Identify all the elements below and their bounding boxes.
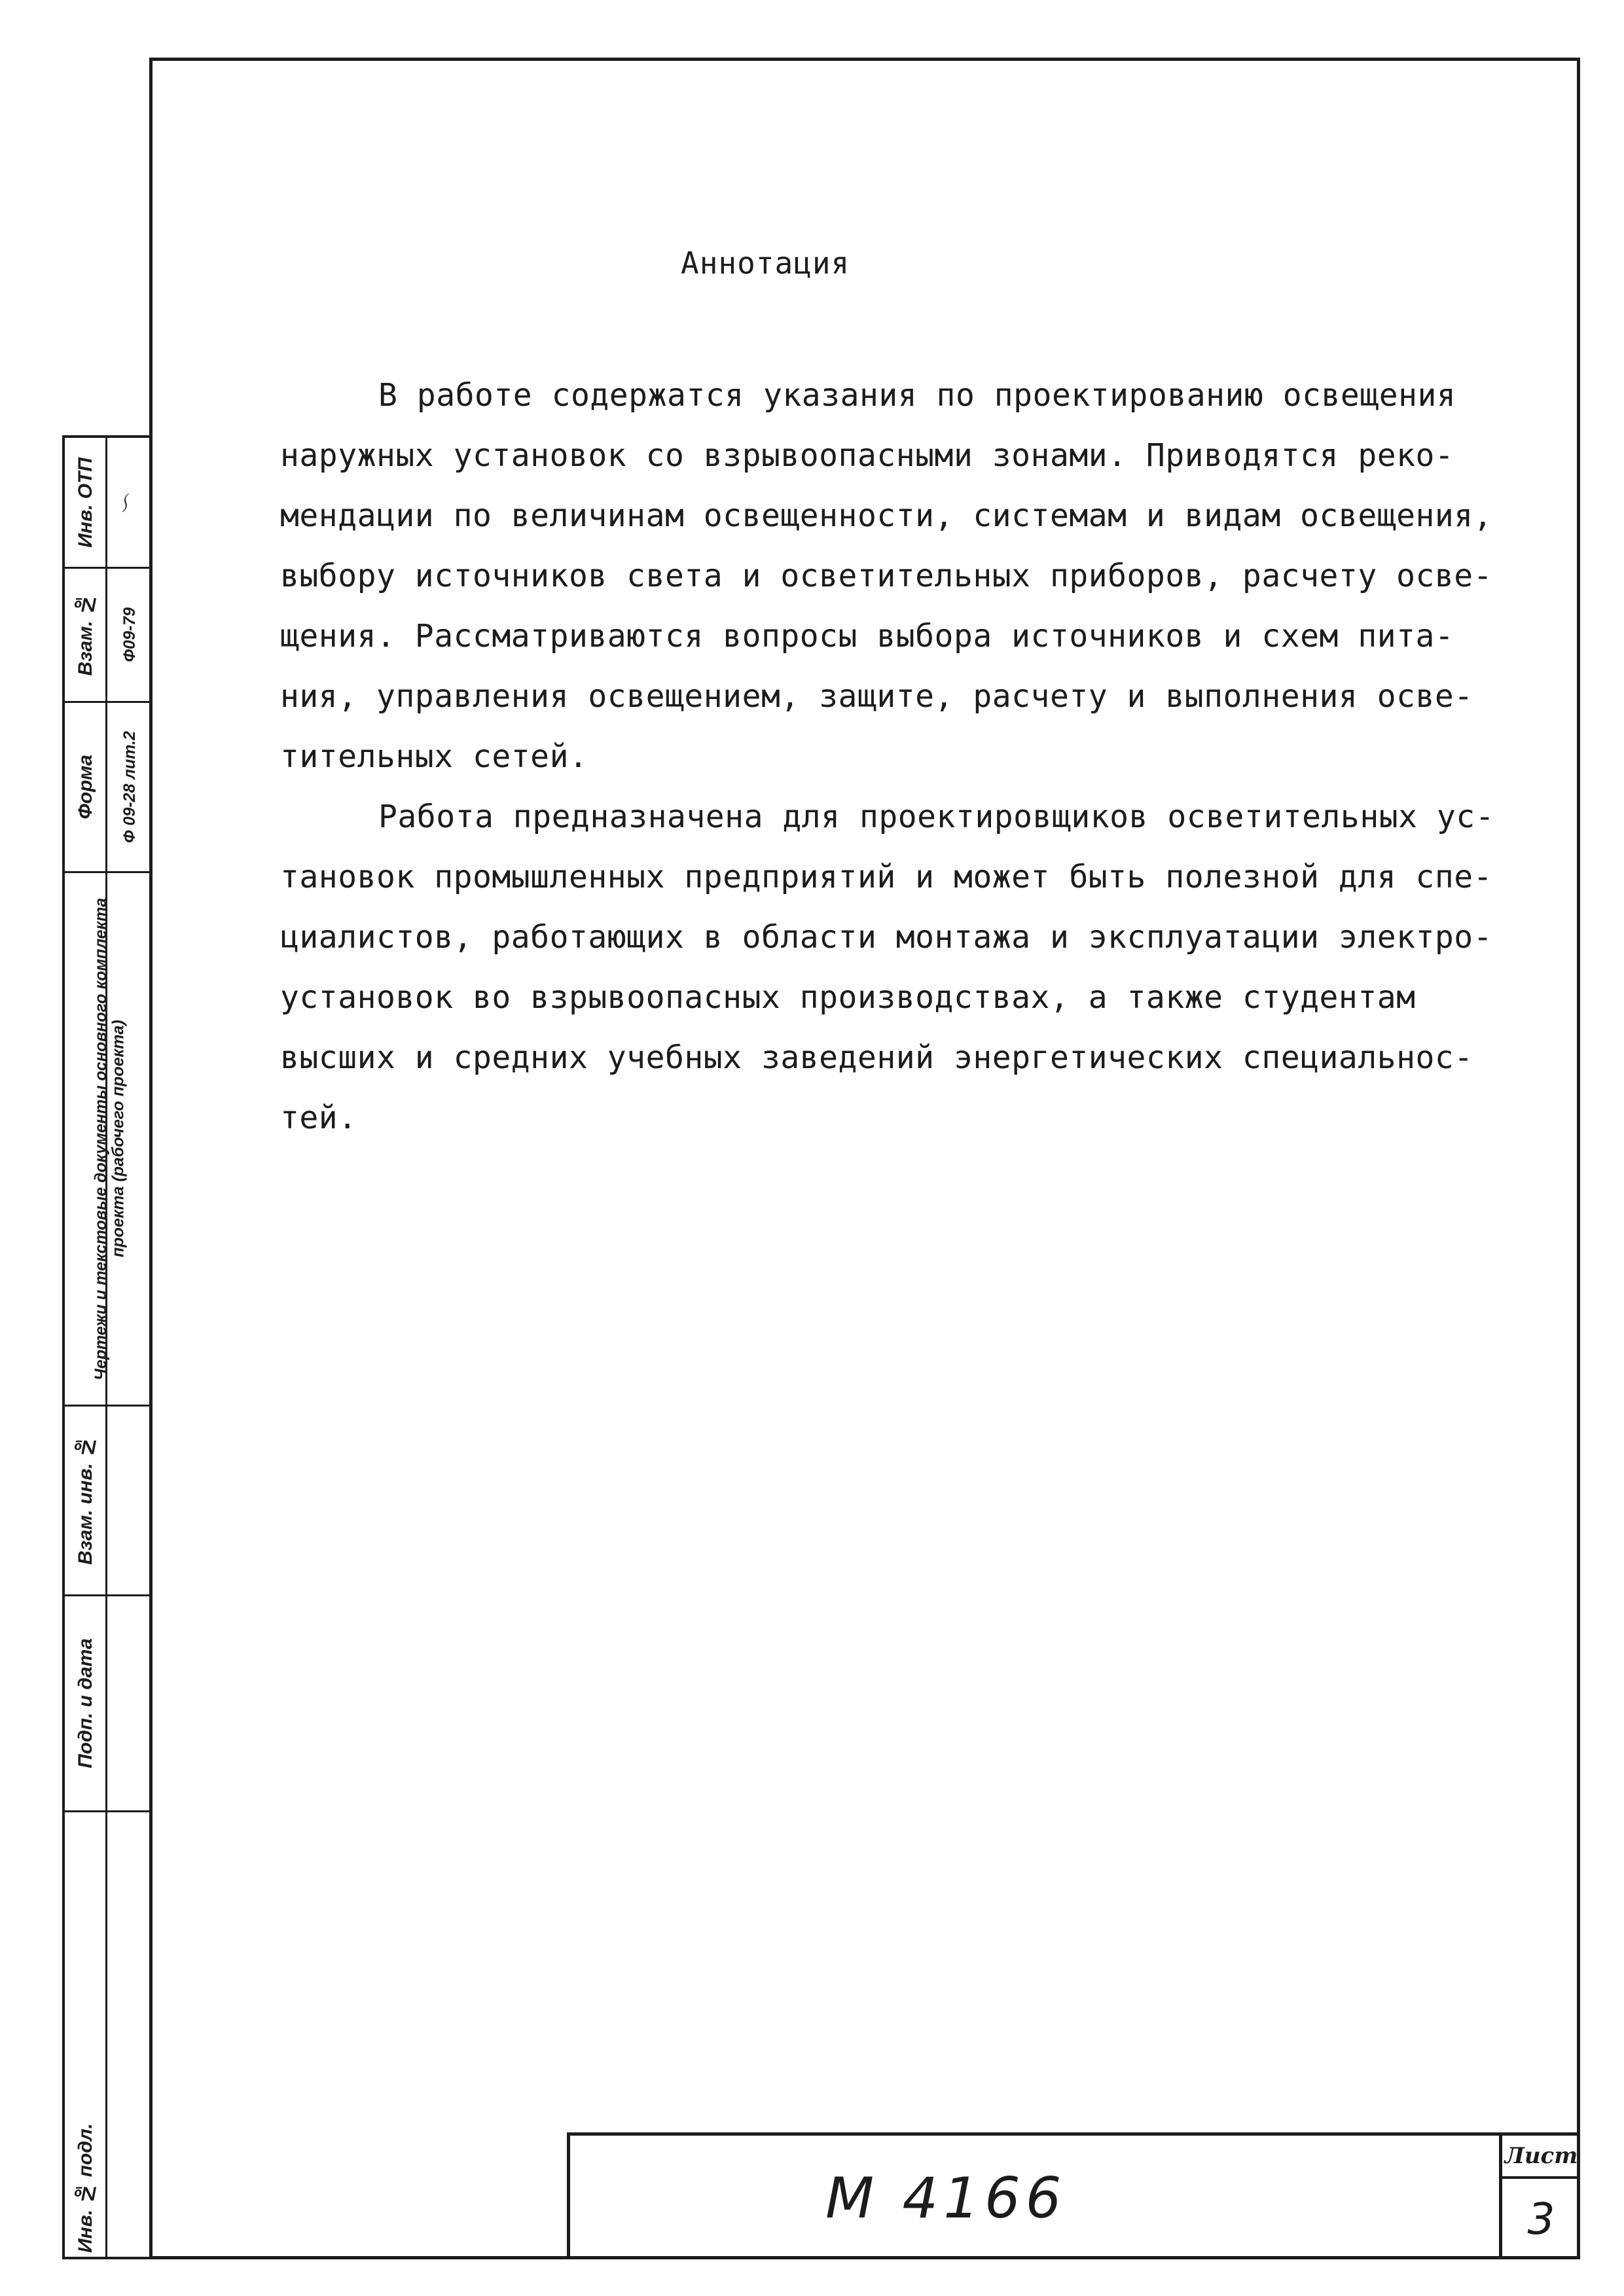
- strip-label-inv-otp: Инв. ОТП: [75, 457, 97, 548]
- strip-value-form: Ф 09-28 лит.2: [120, 731, 139, 843]
- strip-cell-replaced: [65, 569, 153, 703]
- paragraph-1-line-5: щения. Рассматриваются вопросы выбора источников и схем пита-: [280, 618, 1454, 655]
- strip-cell-form: [65, 703, 153, 873]
- strip-label-inv-replaced: Взам. инв. №: [75, 1436, 97, 1565]
- paragraph-1-line-3: мендации по величинам освещенности, системам и видам освещения,: [280, 497, 1493, 534]
- strip-signature: 〜: [117, 492, 142, 513]
- strip-cell-inv-original: [65, 1812, 153, 2259]
- strip-label-form: Форма: [75, 755, 97, 819]
- page-title: Аннотация: [681, 245, 850, 281]
- sheet-box: [1499, 2136, 1580, 2259]
- paragraph-2-line-2: тановок промышленных предприятий и может быть полезной для спе-: [280, 859, 1493, 895]
- side-filing-strip: [62, 435, 153, 2259]
- paragraph-1-line-4: выбору источников света и осветительных приборов, расчету осве-: [280, 558, 1493, 594]
- paragraph-1-line-1: В работе содержатся указания по проектированию освещения: [378, 377, 1456, 414]
- title-block: [567, 2132, 1580, 2259]
- paragraph-2-line-1: Работа предназначена для проектировщиков осветительных ус-: [378, 798, 1495, 835]
- strip-cell-sign-date: [65, 1596, 153, 1812]
- strip-cell-project-set: [65, 873, 153, 1407]
- paragraph-1-line-2: наружных установок со взрывоопасными зонами. Приводятся реко-: [280, 437, 1454, 474]
- annotation-body: [280, 365, 1524, 1148]
- paragraph-1-line-6: ния, управления освещением, защите, расчету и выполнения осве-: [280, 678, 1473, 715]
- strip-label-project-set: Чертежи и текстовые документы основного комплекта проекта (рабочего проекта): [91, 897, 127, 1380]
- paragraph-2-line-4: установок во взрывоопасных производствах, а также студентам: [280, 979, 1416, 1016]
- paragraph-2-line-3: циалистов, работающих в области монтажа и эксплуатации электро-: [280, 919, 1493, 956]
- strip-label-inv-original: Инв. № подл.: [75, 2123, 97, 2253]
- strip-cell-inv-otp: [65, 438, 153, 569]
- paragraph-2-line-5: высших и средних учебных заведений энергетических специальнос-: [280, 1039, 1473, 1076]
- strip-label-sign-date: Подп. и дата: [75, 1638, 97, 1768]
- document-number: М 4166: [825, 2166, 1067, 2231]
- sheet-number: 3: [1527, 2194, 1555, 2244]
- paragraph-1-line-7: тительных сетей.: [280, 738, 588, 775]
- sheet-label: Лист: [1502, 2136, 1580, 2179]
- strip-label-replaced: Взам. №: [75, 594, 97, 676]
- strip-cell-inv-replaced: [65, 1407, 153, 1596]
- paragraph-2-line-6: тей.: [280, 1100, 357, 1136]
- strip-value-replaced: Ф09-79: [120, 607, 139, 662]
